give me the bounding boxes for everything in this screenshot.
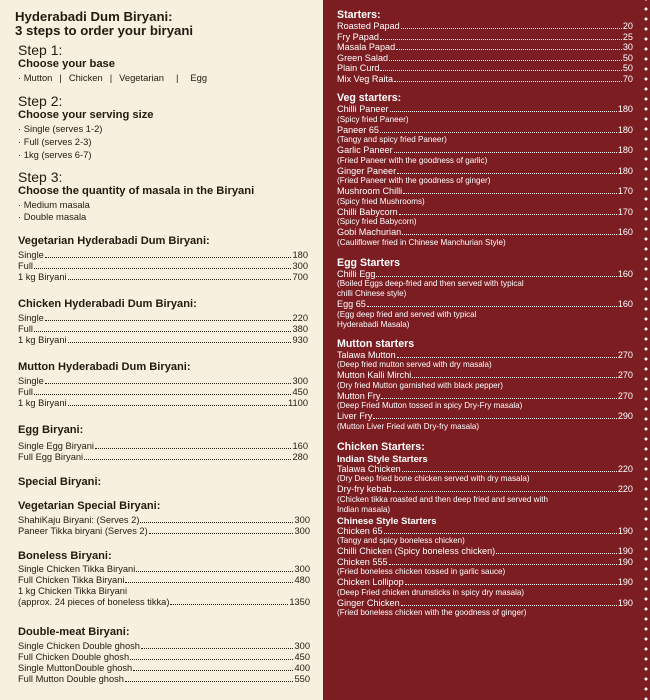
item-name: Mushroom Chilli [337, 186, 403, 196]
dot-leader [140, 522, 293, 523]
item-price: 270 [617, 349, 633, 360]
item-description: (Egg deep fried and served with typical [337, 309, 477, 319]
biryani-panel [0, 0, 323, 700]
item-name: Single [18, 376, 44, 386]
item-name: Single [18, 313, 44, 323]
item-price: 180 [617, 124, 633, 135]
dot-leader [376, 276, 616, 277]
dot-leader [401, 605, 617, 606]
menu-row [337, 557, 633, 568]
menu-row [337, 411, 633, 422]
title-line-1: Hyderabadi Dum Biryani: [15, 9, 173, 24]
item-name: Mutton Fry [337, 390, 381, 401]
dot-leader [380, 70, 621, 71]
item-name: Full [18, 387, 33, 397]
item-name: 1 kg Biryani [18, 398, 67, 408]
step2-label: Step 2: [18, 93, 63, 109]
item-description: (Dry fried Mutton garnished with black pepper) [337, 380, 503, 390]
dot-leader [68, 405, 287, 406]
item-price: 180 [292, 250, 308, 260]
menu-row [18, 335, 308, 346]
item-name: Chicken 555 [337, 556, 388, 567]
menu-row [18, 586, 310, 597]
item-name: Full Egg Biryani [18, 452, 84, 462]
section-heading: Veg starters: [337, 92, 402, 104]
dot-leader [401, 28, 622, 29]
dot-leader [95, 448, 292, 449]
veg-special-list [18, 515, 310, 537]
item-name: Single Egg Biryani [18, 441, 94, 451]
step1-sub: Choose your base [18, 58, 115, 70]
dot-leader [373, 418, 616, 419]
menu-row [337, 577, 633, 588]
menu-row [18, 387, 308, 398]
item-name: Gobi Machurian [337, 227, 402, 237]
item-price: 300 [294, 564, 310, 574]
menu-row [18, 376, 308, 387]
item-price: 220 [617, 484, 633, 494]
item-name: Egg 65 [337, 299, 366, 309]
section-heading: Chicken Hyderabadi Dum Biryani: [18, 298, 197, 310]
item-description: (Tangy and spicy boneless chicken) [337, 536, 465, 545]
starters-column [337, 9, 633, 618]
item-description: (Fried Paneer with the goodness of ginger) [337, 176, 491, 185]
item-price: 300 [294, 515, 310, 525]
item-name: Chilli Babycorn [337, 206, 398, 217]
menu-row [337, 391, 633, 402]
item-price: 180 [617, 165, 633, 176]
item-price: 450 [292, 387, 308, 397]
menu-row [337, 227, 633, 238]
item-price: 170 [617, 186, 633, 196]
menu-row [337, 74, 633, 85]
item-name: Single Chicken Double ghosh [18, 641, 140, 651]
menu-row [337, 598, 633, 609]
dot-leader [125, 582, 293, 583]
menu-row [18, 261, 308, 272]
menu-row [18, 641, 310, 652]
item-price: 160 [617, 227, 633, 237]
item-price: 450 [294, 652, 310, 662]
item-price: 50 [622, 52, 633, 63]
item-name: 1 kg Chicken Tikka Biryani [18, 586, 128, 596]
dot-leader [412, 377, 617, 378]
dot-leader [84, 459, 291, 460]
item-price: 1100 [288, 398, 308, 408]
item-price: 300 [294, 641, 310, 651]
item-description: (Boiled Eggs deep-fried and then served with typical [337, 279, 524, 288]
item-name: Green Salad [337, 52, 389, 63]
item-name: 1 kg Biryani [18, 272, 67, 282]
menu-row [337, 526, 633, 537]
dot-leader [380, 132, 617, 133]
step2-option: · Full (serves 2-3) [18, 136, 92, 147]
dot-leader [170, 604, 288, 605]
title-line-2: 3 steps to order your biryani [15, 23, 194, 38]
menu-row [337, 42, 633, 53]
item-description: (Dry Deep fried bone chicken served with dry masala) [337, 474, 530, 483]
menu-row [337, 125, 633, 136]
step3-sub: Choose the quantity of masala in the Biryani [18, 185, 255, 197]
menu-row [337, 484, 633, 495]
item-name: Paneer 65 [337, 124, 379, 135]
starters-panel [323, 0, 650, 700]
dot-leader [402, 234, 617, 235]
dot-leader [496, 553, 617, 554]
item-name: ShahiKaju Biryani: (Serves 2) [18, 515, 140, 525]
item-name: Chilli Paneer [337, 104, 389, 114]
step3-option: · Medium masala [18, 199, 90, 210]
dot-leader [394, 81, 622, 82]
section-heading: Starters: [337, 9, 381, 21]
item-name: Mix Veg Raita [337, 73, 394, 84]
menu-row [337, 546, 633, 557]
item-name: Chilli Egg [337, 268, 376, 279]
menu-row [337, 166, 633, 177]
section-heading: Egg Starters [337, 256, 400, 269]
item-name: Dry-fry kebab [337, 484, 392, 494]
item-name: Fry Papad [337, 31, 379, 42]
item-name: Chilli Chicken (Spicy boneless chicken) [337, 546, 496, 556]
item-name: Roasted Papad [337, 21, 400, 31]
menu-row [18, 597, 310, 608]
section-heading: Boneless Biryani: [18, 550, 112, 562]
item-name: 1 kg Biryani [18, 335, 67, 345]
item-price: 160 [292, 441, 308, 451]
item-description: (Chicken tikka roasted and then deep fried and served with [337, 494, 549, 504]
item-description: (Fried boneless chicken with the goodness of ginger) [337, 608, 527, 617]
item-price: 50 [622, 63, 633, 73]
item-price: 70 [622, 73, 633, 84]
item-description: Hyderabadi Masala) [337, 319, 410, 329]
item-name: Talawa Chicken [337, 463, 401, 474]
subsection-heading: Chinese Style Starters [337, 514, 437, 526]
dotted-border [640, 0, 650, 700]
dot-leader [45, 383, 292, 384]
item-price: 700 [292, 272, 308, 282]
item-description: (Deep Fried Mutton tossed in spicy Dry-Fry masala) [337, 401, 523, 410]
dot-leader [393, 491, 617, 492]
item-price: 220 [617, 463, 633, 474]
menu-row [337, 269, 633, 280]
dot-leader [390, 111, 617, 112]
option-egg: Egg [190, 72, 208, 83]
item-description: (Deep fried mutton served with dry masala) [337, 360, 492, 369]
item-price: 190 [617, 597, 633, 608]
dot-leader [397, 173, 617, 174]
section-heading: Double-meat Biryani: [18, 626, 130, 638]
item-price: 550 [294, 674, 310, 684]
item-name: Single Chicken Tikka Biryani [18, 564, 136, 574]
section-heading: Egg Biryani: [18, 424, 84, 436]
item-price: 300 [292, 376, 308, 386]
item-price: 930 [292, 335, 308, 345]
item-price: 20 [622, 21, 633, 31]
item-price: 290 [617, 411, 633, 421]
dot-leader [397, 357, 617, 358]
dot-leader [396, 49, 622, 50]
option-chicken: Chicken [68, 72, 103, 83]
menu-row [18, 575, 310, 586]
item-name: Plain Curd [337, 63, 380, 73]
item-price: 270 [617, 390, 633, 401]
item-description: (Deep Fried chicken drumsticks in spicy dry masala) [337, 587, 525, 597]
step2-option: · 1kg (serves 6-7) [18, 149, 92, 160]
item-name: Full Mutton Double ghosh [18, 674, 124, 684]
item-name: (approx. 24 pieces of boneless tikka) [18, 597, 170, 607]
dot-leader [381, 398, 616, 399]
dot-leader [34, 394, 292, 395]
option-mutton: · Mutton [18, 72, 53, 83]
item-description: (Spicy fried Babycorn) [337, 217, 417, 226]
menu-row [337, 464, 633, 475]
item-name: Garlic Paneer [337, 145, 393, 155]
dot-leader [380, 39, 622, 40]
dot-leader [149, 533, 294, 534]
item-description: (Cauliflower fried in Chinese Manchurian Style) [337, 237, 506, 247]
item-name: Ginger Paneer [337, 165, 397, 176]
menu-row [18, 313, 308, 324]
item-name: Paneer Tikka biryani (Serves 2) [18, 526, 148, 536]
section-heading: Vegetarian Special Biryani: [18, 500, 161, 512]
mutton-biryani-list [18, 376, 308, 409]
chicken-biryani-list [18, 313, 308, 346]
item-description: (Fried Paneer with the goodness of garlic) [337, 155, 488, 165]
item-price: 190 [617, 546, 633, 556]
dot-leader [402, 471, 617, 472]
dot-leader [125, 681, 294, 682]
menu-row [18, 250, 308, 261]
item-price: 190 [617, 525, 633, 536]
menu-row [18, 663, 310, 674]
item-price: 280 [292, 452, 308, 462]
item-price: 380 [292, 324, 308, 334]
menu-row [337, 370, 633, 381]
menu-row [337, 104, 633, 115]
menu-row [337, 350, 633, 361]
item-name: Liver Fry [337, 411, 373, 421]
dot-leader [130, 659, 293, 660]
option-vegetarian: Vegetarian [119, 72, 164, 83]
dot-leader [367, 306, 617, 307]
dot-leader [68, 342, 292, 343]
dot-leader [405, 584, 617, 585]
item-price: 270 [617, 370, 633, 380]
item-price: 190 [617, 577, 633, 587]
dot-leader [45, 257, 292, 258]
item-price: 1350 [289, 597, 310, 607]
menu-row [337, 299, 633, 310]
item-price: 30 [622, 42, 633, 52]
item-name: Ginger Chicken [337, 597, 400, 608]
menu-row [18, 398, 308, 409]
item-price: 160 [617, 268, 633, 279]
dot-leader [389, 564, 617, 565]
item-description: (Fried boneless chicken tossed in garlic sauce) [337, 567, 506, 576]
dot-leader [133, 670, 293, 671]
item-price: 160 [617, 299, 633, 309]
double-meat-list [18, 641, 310, 685]
menu-row [337, 186, 633, 197]
dot-leader [136, 571, 293, 572]
subsection-heading: Indian Style Starters [337, 452, 428, 464]
item-name: Full [18, 324, 33, 334]
step3-option: · Double masala [18, 211, 87, 222]
item-name: Full Chicken Double ghosh [18, 652, 130, 662]
section-heading: Vegetarian Hyderabadi Dum Biryani: [18, 235, 210, 247]
menu-row [18, 441, 308, 452]
item-name: Chicken Lollipop [337, 577, 404, 587]
dot-leader [403, 193, 617, 194]
item-price: 190 [617, 556, 633, 567]
item-price: 480 [294, 575, 310, 585]
item-description: Indian masala) [337, 504, 391, 514]
menu-row [337, 145, 633, 156]
item-name: Masala Papad [337, 42, 396, 52]
step1-label: Step 1: [18, 42, 63, 58]
dot-leader [68, 279, 292, 280]
item-name: Single MuttonDouble ghosh [18, 663, 133, 673]
section-heading: Chicken Starters: [337, 440, 425, 453]
step1-options: · Mutton | Chicken | Vegetarian | Egg [18, 72, 208, 83]
item-name: Talawa Mutton [337, 349, 396, 360]
dot-leader [394, 152, 617, 153]
item-name: Single [18, 250, 44, 260]
menu-row [337, 32, 633, 43]
dot-leader [34, 331, 292, 332]
dot-leader [384, 533, 617, 534]
item-name: Chicken 65 [337, 525, 383, 536]
dot-leader [399, 214, 617, 215]
item-price: 220 [292, 313, 308, 323]
veg-biryani-list [18, 250, 308, 283]
dot-leader [45, 320, 292, 321]
menu-row [18, 652, 310, 663]
item-price: 170 [617, 206, 633, 217]
item-description: chilli Chinese style) [337, 289, 407, 298]
menu-row [18, 272, 308, 283]
item-name: Mutton Kalli Mirchi [337, 370, 412, 380]
dot-leader [34, 268, 292, 269]
menu-row [18, 526, 310, 537]
item-price: 180 [617, 104, 633, 114]
item-price: 25 [622, 31, 633, 42]
menu-row [337, 21, 633, 32]
menu-row [337, 63, 633, 74]
item-price: 180 [617, 145, 633, 155]
menu-row [337, 207, 633, 218]
item-description: (Spicy fried Paneer) [337, 114, 409, 124]
menu-row [18, 674, 310, 685]
boneless-list [18, 564, 310, 608]
menu-row [18, 515, 310, 526]
item-price: 300 [294, 526, 310, 536]
menu-row [18, 564, 310, 575]
item-price: 400 [294, 663, 310, 673]
step2-sub: Choose your serving size [18, 109, 154, 121]
dot-leader [389, 60, 622, 61]
menu-row [18, 324, 308, 335]
section-heading: Mutton starters [337, 337, 415, 350]
menu-row [18, 452, 308, 463]
item-description: (Spicy fried Mushrooms) [337, 196, 425, 206]
section-heading: Mutton Hyderabadi Dum Biryani: [18, 361, 191, 373]
section-heading: Special Biryani: [18, 476, 102, 488]
step2-option: · Single (serves 1-2) [18, 123, 103, 134]
menu-row [337, 53, 633, 64]
step3-label: Step 3: [18, 169, 63, 185]
egg-biryani-list [18, 441, 308, 463]
item-description: (Tangy and spicy fried Paneer) [337, 135, 447, 144]
item-name: Full [18, 261, 33, 271]
dot-leader [141, 648, 294, 649]
item-name: Full Chicken Tikka Biryani [18, 575, 125, 585]
item-description: (Mutton Liver Fried with Dry-fry masala) [337, 421, 480, 431]
item-price: 300 [292, 261, 308, 271]
